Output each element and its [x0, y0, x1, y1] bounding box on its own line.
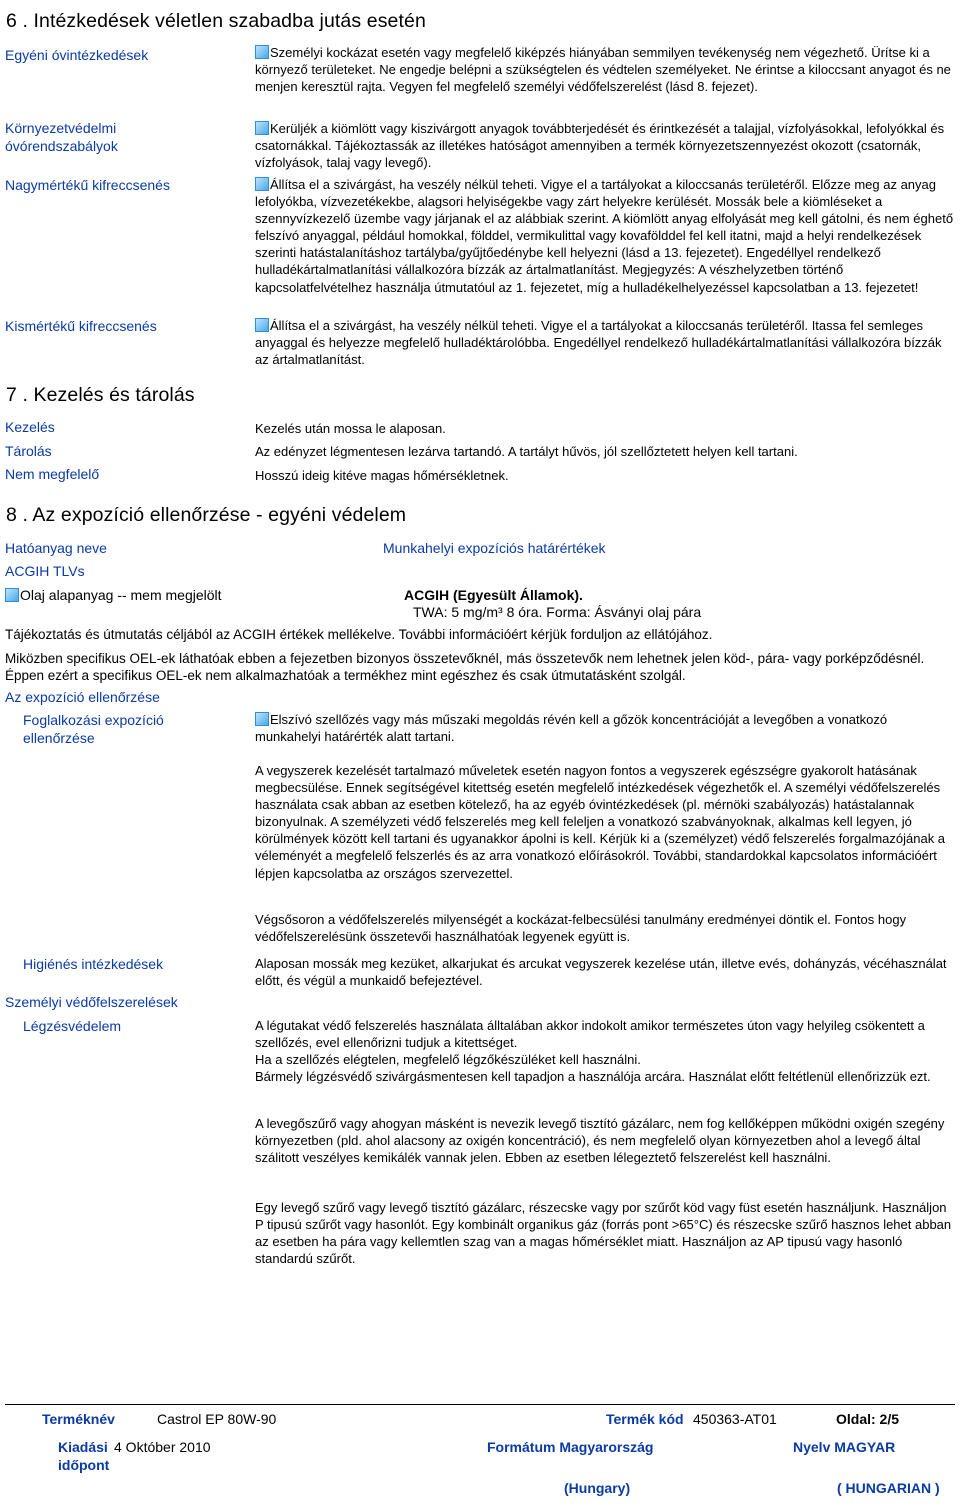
label-personal-precautions: Egyéni óvintézkedések: [5, 47, 149, 63]
text-respiratory-3: Egy levegő szűrő vagy levegő tisztító gázálarc, részecske vagy por szűrőt köd vagy füst esetén használjunk. Használjon P tipusú szűrőt vagy hasonlót. Egy kombinált organikus gáz (forrás pont >65°C) és részecske szűrő hasznos lehet abban az esetben ha pára vagy kellemtlen szag van a magas hőmérséklet miatt. Használjon az AP tipusú vagy hasonló standardú szűrőt.: [255, 1200, 952, 1267]
limit-value: TWA: 5 mg/m³ 8 óra. Forma: Ásványi olaj pára: [413, 604, 702, 620]
label-large-spill: Nagymértékű kifreccsenés: [5, 177, 170, 193]
marker-icon: [255, 45, 269, 59]
exposure-controls-heading: Az expozíció ellenőrzése: [5, 689, 160, 705]
col-substance-name: Hatóanyag neve: [5, 540, 107, 556]
section-6-title: 6 . Intézkedések véletlen szabadba jutás esetén: [6, 10, 426, 32]
label-ppe: Személyi védőfelszerelések: [5, 994, 178, 1010]
footer-language: Nyelv MAGYAR: [793, 1439, 896, 1455]
label-unsuitable: Nem megfelelő: [5, 466, 100, 482]
footer-format-label: Formátum Magyarország: [487, 1439, 654, 1455]
text-small-spill: Állítsa el a szivárgást, ha veszély nélkül teheti. Vigye el a tartályokat a kiloccsanás területéről. Itassa fel semleges anyaggal és helyezze megfelelő hulladéktárolóbba. Engedéllyel rendelkező hulladékártalmatlanítási vállalkozóra bízzák az ártalmatlanítást.: [255, 318, 942, 368]
label-respiratory: Légzésvédelem: [23, 1018, 122, 1034]
footer-code-value: 450363-AT01: [693, 1411, 777, 1427]
text-occupational-controls-3: Végsősoron a védőfelszerelés milyenségét a kockázat-felbecsülési tanulmány eredményei döntik el. Fontos hogy védőfelszerelésünk összetevői használhatóak legyenek együtt is.: [255, 912, 907, 945]
marker-icon: [255, 121, 269, 135]
marker-icon: [255, 712, 269, 726]
marker-icon: [255, 318, 269, 332]
text-occupational-controls-1: Elszívó szellőzés vagy más műszaki megoldás révén kell a gőzök koncentrációját a levegőben a vonatkozó munkahelyi határérték alatt tartani.: [255, 712, 888, 745]
text-handling: Kezelés után mossa le alaposan.: [255, 421, 446, 436]
footer-code-label: Termék kód: [606, 1411, 684, 1427]
footer-product-value: Castrol EP 80W-90: [157, 1411, 277, 1427]
footer-product-label: Terméknév: [42, 1411, 115, 1427]
footer-page: Oldal: 2/5: [836, 1411, 900, 1427]
substance-row: Olaj alapanyag -- mem megjelölt: [5, 586, 222, 604]
text-hygiene-measures: Alaposan mossák meg kezüket, alkarjukat és arcukat vegyszerek kezelése után, illetve evés, dohányzás, vécéhasználat előtt, és végül a munkaidő befejeztével.: [255, 956, 947, 989]
section-7-title: 7 . Kezelés és tárolás: [6, 384, 195, 406]
text-respiratory-2: A levegőszűrő vagy ahogyan másként is nevezik levegő tisztító gázálarc, nem fog kellőképpen működni oxigén szegény környezetben (pld. ahol alacsony az oxigén koncentráció), és nem megfelelő olyan környezetben ahol a levegő által szálitott veszélyes kemikálék vannak jelen. Ebben az esetben lélegeztető felszerelést kell használni.: [255, 1116, 945, 1166]
acgih-tlvs-label: ACGIH TLVs: [5, 563, 85, 579]
text-unsuitable: Hosszú ideig kitéve magas hőmérsékletnek.: [255, 468, 509, 483]
col-exposure-limits: Munkahelyi expozíciós határértékek: [383, 540, 606, 556]
text-storage: Az edényzet légmentesen lezárva tartandó. A tartályt hűvös, jól szellőztetett helyen kell tartani.: [255, 444, 798, 459]
footer-issue-label-2: időpont: [58, 1457, 110, 1473]
footer-issue-label: Kiadási: [58, 1439, 108, 1455]
text-personal-precautions: Személyi kockázat esetén vagy megfelelő kiképzés hiányában semmilyen tevékenység nem végezhető. Ürítse ki a környező területeket. Ne engedje belépni a szükségtelen és védtelen személyeket. Ne érintse a kiloccsant anyagot és ne menjen keresztül rajta. Vegyen fel megfelelő személyi védőfelszerelést (lásd 8. fejezet).: [255, 45, 951, 95]
marker-icon: [255, 177, 269, 191]
label-storage: Tárolás: [5, 443, 52, 459]
marker-icon: [5, 588, 19, 602]
footer-format-sub: (Hungary): [564, 1480, 631, 1496]
text-respiratory-1: A légutakat védő felszerelés használata álltalában akkor indokolt amikor természetes úton vagy helyileg csökentett a szellőzés, evel ellenőrizni tudjuk a kitettséget. Ha a szellőzés elégtelen, megfelelő légzőkészüléket kell használni. Bármely légzésvédő szivárgásmentesen kell tapadjon a használója arcára. Használat előtt feltétlenül ellenőrizzük ezt.: [255, 1018, 931, 1085]
limit-organization: ACGIH (Egyesült Államok).: [404, 587, 583, 603]
label-small-spill: Kismértékű kifreccsenés: [5, 318, 157, 334]
footer-language-sub: ( HUNGARIAN ): [837, 1480, 940, 1496]
acgih-note: Tájékoztatás és útmutatás céljából az ACGIH értékek mellékelve. További információért kérjük forduljon az ellátójához.: [5, 627, 713, 642]
label-environmental-precautions: Környezetvédelmi óvórendszabályok: [5, 120, 118, 154]
oel-note: Miközben specifikus OEL-ek láthatóak ebben a fejezetben bizonyos összetevőknél, más összetevők nem lehetnek jelen köd-, pára- vagy porképződésnél. Éppen ezért a specifikus OEL-ek nem alkalmazhatóak a termékhez mint egészhez és csak útmutatásként szolgál.: [5, 651, 925, 684]
label-hygiene-measures: Higiénés intézkedések: [23, 956, 164, 972]
text-large-spill: Állítsa el a szivárgást, ha veszély nélkül teheti. Vigye el a tartályokat a kiloccsanás területéről. Előzze meg az anyag lefolyókba, vízvezetékekbe, alagsori helyiségekbe vagy zárt helyekre kerülését. Mossák bele a kiömléseket a szennyvízkezelő üzembe vagy járjanak el az alábbiak szerint. A kiömlött anyag elfolyását meg kell gátolni, és nem éghető felszívó anyaggal, például homokkal, földdel, vermikulittal vagy kovafölddel fel kell itatni, majd a helyi rendelkezések szerinti hatástalanításhoz tartályba/gyűjtőedénybe kell helyezni (lásd a 13. fejezetet). Engedéllyel rendelkező hulladékártalmatlanítási vállalkozóra bízzák az ártalmatlanítást. Megjegyzés: A vészhelyzetben történő kapcsolatfelvételhez használja útmutatóul az 1. fejezetet, míg a hulladékelhelyezéssel kapcsolatban a 13. fejezetet!: [255, 177, 954, 295]
footer-issue-value: 4 Október 2010: [114, 1439, 211, 1455]
text-occupational-controls-2: A vegyszerek kezelését tartalmazó műveletek esetén nagyon fontos a vegyszerek egészségre gyakorolt hatásának megbecsülése. Ennek segítségével kitettség esetén megfelelő intézkedések végezhetők el. A személyi védőfelszerelés használata csak abban az esetben kötelező, ha az egyéb óvintézkedések (pl. mérnöki szabályozás) hatástalannak bizonyulnak. A személyzeti védő felszerelés meg kell feleljen a vonatkozó szabványoknak, alkalmas kell legyen, jó körülmények között kell tartani és ugyanakkor ápolni is kell. Kérjük ki a (személyzet) védő felszerelés forgalmazójának a véleményét a megfelelő felszerlés és az arra vonatkozó előírásokról. További, standardokkal kapcsolatos információért lépjen kapcsolatba az országos szervezettel.: [255, 763, 946, 881]
label-handling: Kezelés: [5, 419, 55, 435]
footer-divider: [5, 1404, 955, 1405]
label-occupational-controls: Foglalkozási expozíció ellenőrzése: [23, 712, 164, 746]
section-8-title: 8 . Az expozíció ellenőrzése - egyéni védelem: [6, 504, 407, 526]
text-environmental-precautions: Kerüljék a kiömlött vagy kiszivárgott anyagok továbbterjedését és érintkezését a talajjal, vízfolyásokkal, lefolyókkal és csatornákkal. Tájékoztassák az illetékes hatóságot amennyiben a termék környezetszennyezést okozott (csatornák, vízfolyások, talaj vagy levegő).: [255, 121, 945, 171]
